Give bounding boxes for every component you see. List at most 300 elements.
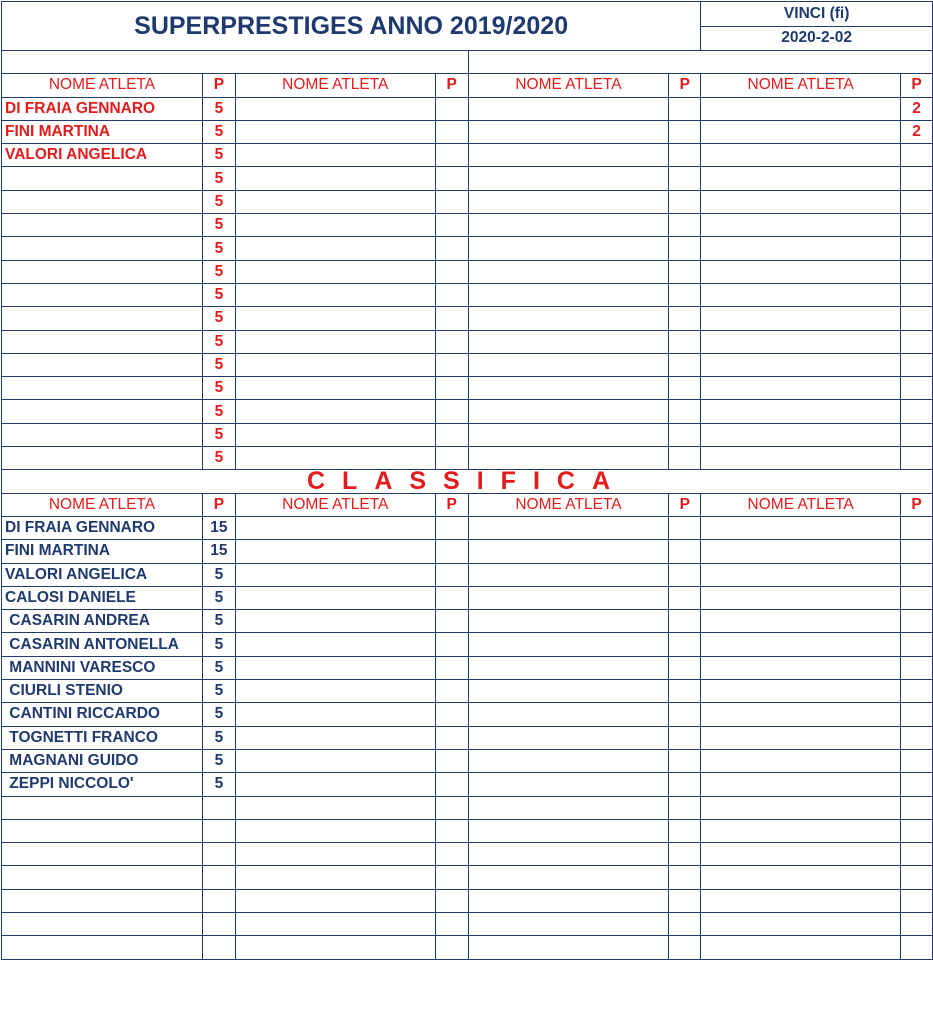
athlete-name-cell[interactable] [468, 237, 669, 260]
points-cell[interactable]: 5 [202, 377, 235, 400]
standings-name-cell[interactable] [468, 540, 669, 563]
points-cell[interactable] [901, 423, 933, 446]
points-cell[interactable] [669, 97, 701, 120]
standings-name-cell[interactable] [235, 610, 435, 633]
athlete-name-cell[interactable] [235, 237, 435, 260]
athlete-name-cell[interactable] [701, 144, 901, 167]
points-cell[interactable] [901, 237, 933, 260]
venue-cell[interactable]: VINCI (fi) [701, 2, 933, 27]
athlete-name-cell[interactable] [701, 283, 901, 306]
standings-points-cell[interactable] [435, 633, 468, 656]
points-cell[interactable] [669, 283, 701, 306]
standings-name-cell[interactable] [235, 516, 435, 539]
standings-name-cell[interactable] [235, 796, 435, 819]
standings-name-cell[interactable]: FINI MARTINA [2, 540, 203, 563]
points-cell[interactable]: 5 [202, 237, 235, 260]
standings-name-cell[interactable]: CASARIN ANDREA [2, 610, 203, 633]
classifica-row [2, 796, 933, 819]
athlete-name-cell[interactable] [701, 447, 901, 470]
athlete-name-cell[interactable] [235, 190, 435, 213]
standings-name-cell[interactable] [2, 796, 203, 819]
standings-points-cell[interactable]: 15 [202, 540, 235, 563]
points-cell[interactable] [435, 214, 468, 237]
athlete-name-cell[interactable] [2, 423, 203, 446]
points-cell[interactable]: 5 [202, 144, 235, 167]
standings-points-cell[interactable] [669, 749, 701, 772]
race-points-header: P [202, 74, 235, 97]
points-cell[interactable]: 5 [202, 353, 235, 376]
standings-name-cell[interactable] [235, 819, 435, 842]
points-cell[interactable]: 5 [202, 260, 235, 283]
athlete-name-cell[interactable] [701, 377, 901, 400]
athlete-name-cell[interactable] [468, 97, 669, 120]
standings-points-cell[interactable] [669, 912, 701, 935]
points-cell[interactable]: 2 [901, 120, 933, 143]
standings-name-cell[interactable] [235, 866, 435, 889]
standings-points-cell[interactable]: 5 [202, 749, 235, 772]
standings-points-cell[interactable] [901, 819, 933, 842]
points-cell[interactable] [669, 423, 701, 446]
points-cell[interactable] [435, 447, 468, 470]
standings-points-cell[interactable] [901, 773, 933, 796]
standings-points-cell[interactable] [669, 866, 701, 889]
standings-name-cell[interactable]: MANNINI VARESCO [2, 656, 203, 679]
standings-points-cell[interactable] [435, 610, 468, 633]
standings-points-cell[interactable] [901, 680, 933, 703]
points-cell[interactable]: 5 [202, 97, 235, 120]
standings-points-cell[interactable] [669, 796, 701, 819]
standings-name-cell[interactable] [2, 819, 203, 842]
points-cell[interactable] [901, 167, 933, 190]
points-cell[interactable]: 5 [202, 400, 235, 423]
standings-name-cell[interactable] [468, 843, 669, 866]
standings-name-cell[interactable] [701, 633, 901, 656]
standings-name-cell[interactable] [701, 866, 901, 889]
standings-points-cell[interactable] [435, 703, 468, 726]
standings-name-cell[interactable] [468, 586, 669, 609]
standings-name-cell[interactable]: DI FRAIA GENNARO [2, 516, 203, 539]
standings-name-cell[interactable] [468, 773, 669, 796]
standings-points-cell[interactable] [435, 656, 468, 679]
standings-name-cell[interactable] [701, 726, 901, 749]
standings-name-cell[interactable] [235, 563, 435, 586]
athlete-name-cell[interactable] [235, 167, 435, 190]
athlete-name-cell[interactable] [701, 214, 901, 237]
points-cell[interactable]: 5 [202, 120, 235, 143]
athlete-name-cell[interactable] [2, 353, 203, 376]
points-cell[interactable] [669, 167, 701, 190]
standings-name-cell[interactable] [468, 819, 669, 842]
athlete-name-cell[interactable] [235, 214, 435, 237]
blank-spacer-left[interactable] [2, 51, 469, 74]
athlete-name-cell[interactable] [235, 330, 435, 353]
athlete-name-cell[interactable] [701, 330, 901, 353]
standings-name-cell[interactable] [468, 516, 669, 539]
points-cell[interactable] [669, 307, 701, 330]
athlete-name-cell[interactable] [235, 120, 435, 143]
standings-points-cell[interactable] [435, 563, 468, 586]
points-cell[interactable] [669, 353, 701, 376]
standings-points-cell[interactable] [901, 563, 933, 586]
points-cell[interactable] [669, 260, 701, 283]
standings-points-cell[interactable] [435, 726, 468, 749]
standings-name-cell[interactable]: CANTINI RICCARDO [2, 703, 203, 726]
standings-points-cell[interactable] [901, 889, 933, 912]
athlete-name-cell[interactable] [468, 423, 669, 446]
athlete-name-cell[interactable] [701, 400, 901, 423]
standings-name-cell[interactable] [235, 843, 435, 866]
athlete-name-cell[interactable] [701, 423, 901, 446]
standings-name-cell[interactable] [701, 912, 901, 935]
standings-name-cell[interactable] [701, 796, 901, 819]
standings-name-cell[interactable] [701, 680, 901, 703]
standings-name-cell[interactable]: TOGNETTI FRANCO [2, 726, 203, 749]
points-cell[interactable] [435, 377, 468, 400]
standings-points-cell[interactable] [669, 516, 701, 539]
athlete-name-cell[interactable] [701, 237, 901, 260]
standings-name-cell[interactable]: VALORI ANGELICA [2, 563, 203, 586]
standings-name-cell[interactable]: MAGNANI GUIDO [2, 749, 203, 772]
athlete-name-cell[interactable] [2, 167, 203, 190]
points-cell[interactable] [901, 214, 933, 237]
standings-points-cell[interactable]: 5 [202, 633, 235, 656]
points-cell[interactable] [669, 144, 701, 167]
standings-name-cell[interactable] [235, 703, 435, 726]
athlete-name-cell[interactable] [235, 283, 435, 306]
athlete-name-cell[interactable] [235, 97, 435, 120]
standings-points-cell[interactable]: 5 [202, 656, 235, 679]
standings-name-cell[interactable] [701, 703, 901, 726]
standings-points-cell[interactable] [901, 912, 933, 935]
standings-points-cell[interactable] [435, 796, 468, 819]
athlete-name-cell[interactable] [2, 214, 203, 237]
standings-points-cell[interactable] [202, 843, 235, 866]
points-cell[interactable] [901, 283, 933, 306]
athlete-name-cell[interactable]: FINI MARTINA [2, 120, 203, 143]
standings-points-cell[interactable] [901, 516, 933, 539]
standings-name-cell[interactable] [468, 656, 669, 679]
race-row [2, 144, 933, 167]
points-cell[interactable] [669, 377, 701, 400]
standings-points-cell[interactable] [669, 726, 701, 749]
standings-points-cell[interactable]: 5 [202, 680, 235, 703]
points-cell[interactable]: 5 [202, 214, 235, 237]
athlete-name-cell[interactable]: DI FRAIA GENNARO [2, 97, 203, 120]
standings-name-cell[interactable] [701, 656, 901, 679]
standings-name-cell[interactable] [468, 726, 669, 749]
standings-points-cell[interactable] [435, 680, 468, 703]
points-cell[interactable] [669, 214, 701, 237]
standings-points-cell[interactable] [202, 936, 235, 959]
standings-points-cell[interactable] [901, 703, 933, 726]
standings-points-cell[interactable] [901, 540, 933, 563]
athlete-name-cell[interactable] [468, 260, 669, 283]
points-cell[interactable] [901, 307, 933, 330]
standings-points-cell[interactable] [435, 749, 468, 772]
standings-points-cell[interactable] [435, 889, 468, 912]
points-cell[interactable] [669, 447, 701, 470]
standings-name-cell[interactable] [701, 773, 901, 796]
points-cell[interactable] [669, 330, 701, 353]
points-cell[interactable] [901, 144, 933, 167]
points-cell[interactable] [435, 167, 468, 190]
athlete-name-cell[interactable] [468, 144, 669, 167]
classifica-points-header: P [202, 493, 235, 516]
athlete-name-cell[interactable] [701, 260, 901, 283]
standings-points-cell[interactable] [669, 540, 701, 563]
athlete-name-cell[interactable] [468, 377, 669, 400]
standings-name-cell[interactable] [235, 889, 435, 912]
athlete-name-cell[interactable] [2, 330, 203, 353]
standings-points-cell[interactable]: 15 [202, 516, 235, 539]
classifica-row [2, 843, 933, 866]
points-cell[interactable] [435, 307, 468, 330]
standings-name-cell[interactable] [701, 586, 901, 609]
standings-points-cell[interactable] [901, 866, 933, 889]
standings-points-cell[interactable] [901, 586, 933, 609]
athlete-name-cell[interactable] [2, 260, 203, 283]
standings-name-cell[interactable] [2, 889, 203, 912]
standings-points-cell[interactable] [669, 889, 701, 912]
standings-points-cell[interactable] [669, 936, 701, 959]
athlete-name-cell[interactable] [2, 283, 203, 306]
athlete-name-cell[interactable] [235, 353, 435, 376]
athlete-name-cell[interactable] [468, 167, 669, 190]
standings-points-cell[interactable] [435, 936, 468, 959]
athlete-name-cell[interactable] [468, 330, 669, 353]
athlete-name-cell[interactable] [468, 400, 669, 423]
athlete-name-cell[interactable] [701, 120, 901, 143]
standings-name-cell[interactable] [468, 866, 669, 889]
standings-name-cell[interactable] [235, 773, 435, 796]
points-cell[interactable]: 5 [202, 190, 235, 213]
points-cell[interactable] [435, 97, 468, 120]
points-cell[interactable]: 2 [901, 97, 933, 120]
standings-name-cell[interactable]: ZEPPI NICCOLO' [2, 773, 203, 796]
standings-points-cell[interactable] [901, 726, 933, 749]
standings-name-cell[interactable]: CASARIN ANTONELLA [2, 633, 203, 656]
points-cell[interactable] [901, 330, 933, 353]
standings-points-cell[interactable] [202, 889, 235, 912]
athlete-name-cell[interactable] [701, 97, 901, 120]
standings-points-cell[interactable] [669, 773, 701, 796]
race-row [2, 167, 933, 190]
athlete-name-cell[interactable] [468, 353, 669, 376]
standings-name-cell[interactable] [701, 749, 901, 772]
standings-points-cell[interactable] [435, 819, 468, 842]
points-cell[interactable] [901, 260, 933, 283]
athlete-name-cell[interactable] [235, 400, 435, 423]
standings-name-cell[interactable] [468, 610, 669, 633]
points-cell[interactable]: 5 [202, 330, 235, 353]
athlete-name-cell[interactable] [2, 190, 203, 213]
athlete-name-cell[interactable] [235, 307, 435, 330]
standings-name-cell[interactable] [468, 912, 669, 935]
athlete-name-cell[interactable] [2, 400, 203, 423]
standings-name-cell[interactable] [235, 936, 435, 959]
points-cell[interactable]: 5 [202, 447, 235, 470]
standings-points-cell[interactable] [901, 633, 933, 656]
standings-name-cell[interactable] [2, 843, 203, 866]
standings-name-cell[interactable] [235, 912, 435, 935]
points-cell[interactable] [669, 400, 701, 423]
points-cell[interactable] [435, 260, 468, 283]
points-cell[interactable] [669, 237, 701, 260]
standings-points-cell[interactable] [435, 843, 468, 866]
athlete-name-cell[interactable] [235, 144, 435, 167]
points-cell[interactable] [669, 120, 701, 143]
points-cell[interactable] [435, 283, 468, 306]
race-row [2, 447, 933, 470]
standings-points-cell[interactable]: 5 [202, 586, 235, 609]
standings-name-cell[interactable] [235, 540, 435, 563]
date-cell[interactable]: 2020-2-02 [701, 26, 933, 51]
points-cell[interactable] [435, 237, 468, 260]
points-cell[interactable] [435, 353, 468, 376]
standings-name-cell[interactable] [235, 749, 435, 772]
athlete-name-cell[interactable] [701, 353, 901, 376]
race-row [2, 283, 933, 306]
standings-points-cell[interactable] [435, 912, 468, 935]
standings-name-cell[interactable] [468, 936, 669, 959]
points-cell[interactable]: 5 [202, 283, 235, 306]
standings-points-cell[interactable] [669, 610, 701, 633]
standings-name-cell[interactable] [468, 563, 669, 586]
classifica-row [2, 540, 933, 563]
standings-points-cell[interactable]: 5 [202, 773, 235, 796]
standings-name-cell[interactable] [701, 563, 901, 586]
classifica-row [2, 610, 933, 633]
athlete-name-cell[interactable] [2, 377, 203, 400]
standings-points-cell[interactable] [901, 936, 933, 959]
standings-points-cell[interactable] [669, 819, 701, 842]
standings-points-cell[interactable] [669, 680, 701, 703]
standings-name-cell[interactable] [701, 936, 901, 959]
athlete-name-cell[interactable] [235, 377, 435, 400]
athlete-name-cell[interactable] [235, 423, 435, 446]
standings-name-cell[interactable] [468, 796, 669, 819]
athlete-name-cell[interactable]: VALORI ANGELICA [2, 144, 203, 167]
athlete-name-cell[interactable] [701, 307, 901, 330]
standings-name-cell[interactable] [468, 889, 669, 912]
points-cell[interactable] [901, 353, 933, 376]
standings-name-cell[interactable]: CALOSI DANIELE [2, 586, 203, 609]
athlete-name-cell[interactable] [468, 214, 669, 237]
standings-name-cell[interactable] [235, 726, 435, 749]
standings-name-cell[interactable] [468, 680, 669, 703]
classifica-row [2, 703, 933, 726]
standings-name-cell[interactable] [701, 819, 901, 842]
standings-points-cell[interactable] [202, 796, 235, 819]
points-cell[interactable] [901, 190, 933, 213]
athlete-name-cell[interactable] [468, 190, 669, 213]
standings-name-cell[interactable] [2, 866, 203, 889]
athlete-name-cell[interactable] [468, 120, 669, 143]
standings-name-cell[interactable] [468, 703, 669, 726]
standings-name-cell[interactable] [235, 656, 435, 679]
athlete-name-cell[interactable] [468, 447, 669, 470]
standings-name-cell[interactable] [701, 889, 901, 912]
standings-name-cell[interactable] [235, 586, 435, 609]
points-cell[interactable] [901, 377, 933, 400]
points-cell[interactable] [901, 400, 933, 423]
standings-points-cell[interactable] [669, 586, 701, 609]
standings-points-cell[interactable] [435, 586, 468, 609]
standings-points-cell[interactable] [202, 912, 235, 935]
standings-points-cell[interactable] [901, 796, 933, 819]
standings-name-cell[interactable] [2, 912, 203, 935]
classifica-name-header: NOME ATLETA [468, 493, 669, 516]
standings-points-cell[interactable] [901, 749, 933, 772]
athlete-name-cell[interactable] [701, 167, 901, 190]
points-cell[interactable] [435, 400, 468, 423]
athlete-name-cell[interactable] [701, 190, 901, 213]
standings-points-cell[interactable] [435, 773, 468, 796]
points-cell[interactable] [435, 423, 468, 446]
standings-points-cell[interactable] [669, 563, 701, 586]
points-cell[interactable] [435, 120, 468, 143]
standings-points-cell[interactable] [435, 516, 468, 539]
standings-points-cell[interactable] [901, 610, 933, 633]
points-cell[interactable] [435, 330, 468, 353]
standings-points-cell[interactable]: 5 [202, 703, 235, 726]
classifica-name-header: NOME ATLETA [2, 493, 203, 516]
blank-spacer-right[interactable] [468, 51, 932, 74]
classifica-row [2, 749, 933, 772]
athlete-name-cell[interactable] [235, 260, 435, 283]
athlete-name-cell[interactable] [2, 447, 203, 470]
athlete-name-cell[interactable] [468, 307, 669, 330]
points-cell[interactable] [435, 144, 468, 167]
standings-points-cell[interactable] [669, 843, 701, 866]
athlete-name-cell[interactable] [2, 307, 203, 330]
standings-name-cell[interactable] [701, 540, 901, 563]
points-cell[interactable]: 5 [202, 307, 235, 330]
standings-name-cell[interactable] [468, 633, 669, 656]
standings-points-cell[interactable] [435, 540, 468, 563]
athlete-name-cell[interactable] [468, 283, 669, 306]
standings-name-cell[interactable] [701, 610, 901, 633]
points-cell[interactable] [901, 447, 933, 470]
standings-points-cell[interactable] [202, 819, 235, 842]
athlete-name-cell[interactable] [2, 237, 203, 260]
standings-points-cell[interactable] [901, 843, 933, 866]
standings-points-cell[interactable]: 5 [202, 563, 235, 586]
standings-points-cell[interactable] [435, 866, 468, 889]
points-cell[interactable] [435, 190, 468, 213]
standings-name-cell[interactable] [235, 680, 435, 703]
standings-points-cell[interactable] [669, 633, 701, 656]
points-cell[interactable]: 5 [202, 167, 235, 190]
standings-points-cell[interactable]: 5 [202, 726, 235, 749]
athlete-name-cell[interactable] [235, 447, 435, 470]
points-cell[interactable] [669, 190, 701, 213]
standings-name-cell[interactable]: CIURLI STENIO [2, 680, 203, 703]
standings-points-cell[interactable] [669, 703, 701, 726]
standings-name-cell[interactable] [468, 749, 669, 772]
standings-name-cell[interactable] [701, 843, 901, 866]
points-cell[interactable]: 5 [202, 423, 235, 446]
standings-name-cell[interactable] [701, 516, 901, 539]
standings-points-cell[interactable] [901, 656, 933, 679]
race-row [2, 214, 933, 237]
standings-name-cell[interactable] [235, 633, 435, 656]
standings-points-cell[interactable]: 5 [202, 610, 235, 633]
race-row [2, 423, 933, 446]
standings-points-cell[interactable] [202, 866, 235, 889]
standings-points-cell[interactable] [669, 656, 701, 679]
standings-name-cell[interactable] [2, 936, 203, 959]
